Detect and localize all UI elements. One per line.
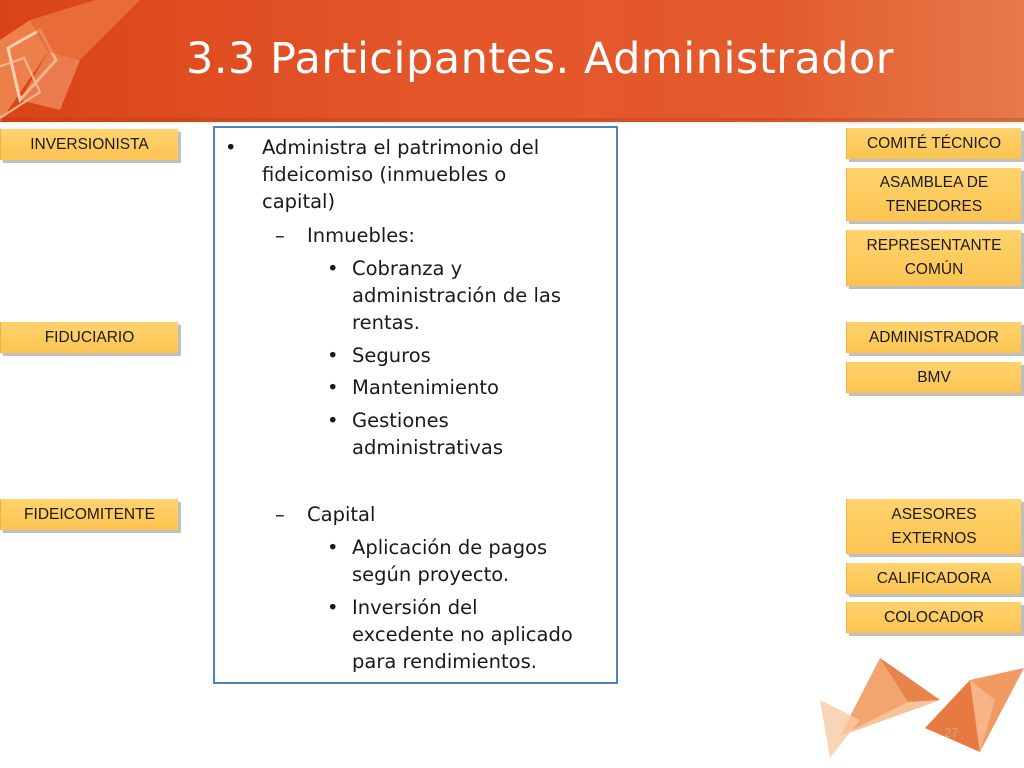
inmuebles-item-4-line-1: Gestiones xyxy=(352,409,449,432)
content-list xyxy=(215,128,616,682)
bullet-marker: • xyxy=(225,136,237,159)
tag-administrador: ADMINISTRADOR xyxy=(846,322,1021,353)
sub-heading-inmuebles: Inmuebles: xyxy=(307,224,415,247)
bullet-marker: • xyxy=(327,409,339,432)
capital-item-2-line-1: Inversión del xyxy=(352,596,478,619)
inmuebles-item-4-line-2: administrativas xyxy=(352,436,504,459)
tag-bmv: BMV xyxy=(846,362,1021,393)
inmuebles-item-3: Mantenimiento xyxy=(352,376,499,399)
tag-colocador: COLOCADOR xyxy=(846,602,1021,633)
inmuebles-item-2: Seguros xyxy=(352,344,431,367)
capital-item-1-line-1: Aplicación de pagos xyxy=(352,536,548,559)
tag-fideicomitente: FIDEICOMITENTE xyxy=(0,499,178,530)
slide-header xyxy=(0,0,1024,122)
inmuebles-item-1-line-3: rentas. xyxy=(352,311,420,334)
capital-item-2-line-3: para rendimientos. xyxy=(352,650,537,673)
tag-inversionista: INVERSIONISTA xyxy=(0,129,178,160)
logo-icon xyxy=(0,0,150,122)
page-number: 27 xyxy=(944,725,959,740)
main-bullet-line-2: fideicomiso (inmuebles o xyxy=(262,163,507,186)
tag-asamblea-de-tenedores: ASAMBLEA DE TENEDORES xyxy=(846,168,1021,221)
tag-calificadora: CALIFICADORA xyxy=(846,563,1021,594)
inmuebles-item-1-line-2: administración de las xyxy=(352,284,562,307)
bullet-marker: • xyxy=(327,536,339,559)
header-shadow xyxy=(0,118,1024,124)
capital-item-2-line-2: excedente no aplicado xyxy=(352,623,573,646)
content-box xyxy=(213,126,618,684)
tag-comite-tecnico: COMITÉ TÉCNICO xyxy=(846,128,1021,159)
slide-title: 3.3 Participantes. Administrador xyxy=(186,34,894,84)
dash-marker: – xyxy=(275,224,285,247)
main-bullet-line-3: capital) xyxy=(262,190,336,213)
main-bullet-line-1: Administra el patrimonio del xyxy=(262,136,540,159)
decorative-origami-icon xyxy=(820,640,1024,768)
tag-asesores-externos: ASESORES EXTERNOS xyxy=(846,499,1021,554)
sub-heading-capital: Capital xyxy=(307,503,376,526)
bullet-marker: • xyxy=(327,376,339,399)
capital-item-1-line-2: según proyecto. xyxy=(352,563,510,586)
dash-marker: – xyxy=(275,503,285,526)
tag-fiduciario: FIDUCIARIO xyxy=(0,322,178,353)
tag-representante-comun: REPRESENTANTE COMÚN xyxy=(846,230,1021,286)
inmuebles-item-1-line-1: Cobranza y xyxy=(352,257,463,280)
bullet-marker: • xyxy=(327,596,339,619)
bullet-marker: • xyxy=(327,344,339,367)
bullet-marker: • xyxy=(327,257,339,280)
